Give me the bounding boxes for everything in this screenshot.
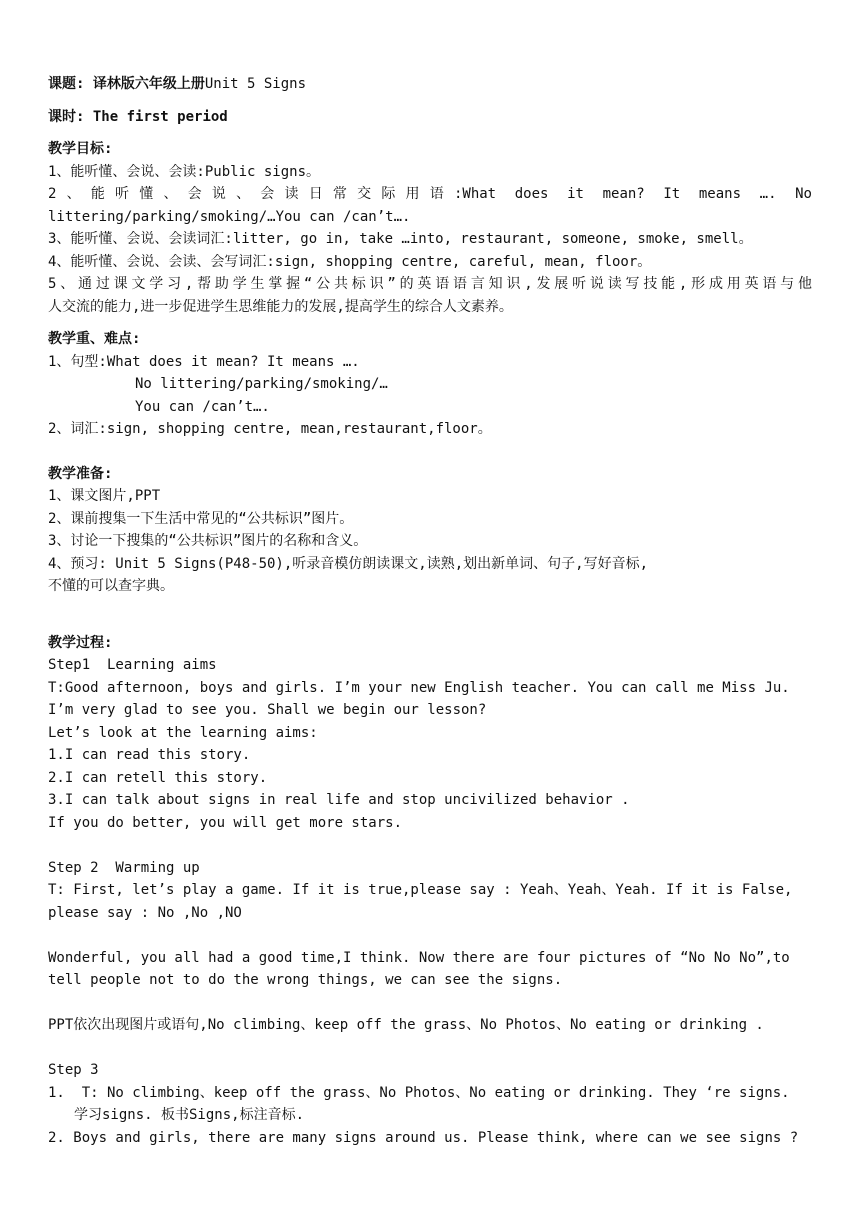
title-value-cn: 译林版六年级上册 [92, 76, 205, 92]
lesson-title [48, 73, 812, 96]
step2-paragraph-line: Wonderful, you all had a good time,I think. Now there are four pictures of “No No No”,to [48, 949, 790, 966]
step2-line: T: First, let’s play a game. If it is true,please say : Yeah、Yeah、Yeah. If it is False, [48, 882, 793, 898]
key-point-item: 2、词汇:sign, shopping centre, mean,restaurant,floor。 [48, 421, 492, 437]
step1-line: I’m very glad to see you. Shall we begin our lesson? [48, 702, 487, 718]
title-label: 课题: [48, 76, 85, 92]
lesson-period [48, 106, 812, 129]
step3-heading: Step 3 [48, 1062, 99, 1078]
step3-line: 1. T: No climbing、keep off the grass、No Photos、No eating or drinking. They ‘re signs. [48, 1084, 790, 1101]
step1-line: Let’s look at the learning aims: [48, 724, 318, 741]
step3-line: 学习signs. 板书Signs,标注音标. [74, 1107, 305, 1123]
title-value-en: Unit 5 Signs [204, 76, 307, 92]
step2-ppt-line: PPT依次出现图片或语句,No climbing、keep off the grass、No Photos、No eating or drinking . [48, 1017, 764, 1033]
objective-item: 2、能听懂、会说、会读日常交际用语:What does it mean? It means …. No [48, 186, 812, 202]
key-points-heading: 教学重、难点: [48, 331, 141, 347]
step2-paragraph-line: tell people not to do the wrong things, we can see the signs. [48, 972, 563, 988]
process-heading: 教学过程: [48, 634, 113, 651]
preparation-item: 不懂的可以查字典。 [48, 578, 174, 594]
step1-line: If you do better, you will get more stars. [48, 814, 403, 831]
period-label: 课时: [48, 108, 85, 125]
preparation-heading: 教学准备: [48, 465, 113, 482]
step3-line: 2. Boys and girls, there are many signs around us. Please think, where can we see signs ? [48, 1129, 799, 1146]
step1-line: 2.I can retell this story. [48, 769, 268, 786]
objective-item: 人交流的能力,进一步促进学生思维能力的发展,提高学生的综合人文素养。 [48, 298, 513, 315]
objective-item: 4、能听懂、会说、会读、会写词汇:sign, shopping centre, careful, mean, floor。 [48, 253, 652, 270]
step2-line: Step 2 Warming up [48, 859, 200, 876]
preparation-item: 3、讨论一下搜集的“公共标识”图片的名称和含义。 [48, 533, 368, 549]
objective-item: 1、能听懂、会说、会读:Public signs。 [48, 163, 321, 180]
objective-item: 5、通过课文学习,帮助学生掌握“公共标识”的英语语言知识,发展听说读写技能,形成用英语与他 [48, 276, 812, 292]
step1-line: 3.I can talk about signs in real life and stop uncivilized behavior . [48, 792, 630, 808]
objective-item: littering/parking/smoking/…You can /can’t…. [48, 208, 411, 225]
key-point-item: You can /can’t…. [135, 398, 270, 415]
key-point-item: 1、句型:What does it mean? It means …. [48, 353, 360, 370]
preparation-item: 2、课前搜集一下生活中常见的“公共标识”图片。 [48, 510, 354, 527]
key-point-item: No littering/parking/smoking/… [135, 376, 388, 392]
step1-line: Step1 Learning aims [48, 657, 217, 673]
preparation-item: 4、预习: Unit 5 Signs(P48-50),听录音模仿朗读课文,读熟,划出新单词、句子,写好音标, [48, 555, 649, 572]
preparation-item: 1、课文图片,PPT [48, 488, 161, 504]
step1-line: 1.I can read this story. [48, 747, 251, 763]
step2-line: please say : No ,No ,NO [48, 904, 242, 921]
step1-line: T:Good afternoon, boys and girls. I’m your new English teacher. You can call me Miss Ju. [48, 679, 790, 696]
objectives-heading: 教学目标: [48, 141, 113, 157]
period-value: The first period [92, 108, 228, 125]
objective-item: 3、能听懂、会说、会读词汇:litter, go in, take …into, restaurant, someone, smoke, smell。 [48, 231, 753, 247]
